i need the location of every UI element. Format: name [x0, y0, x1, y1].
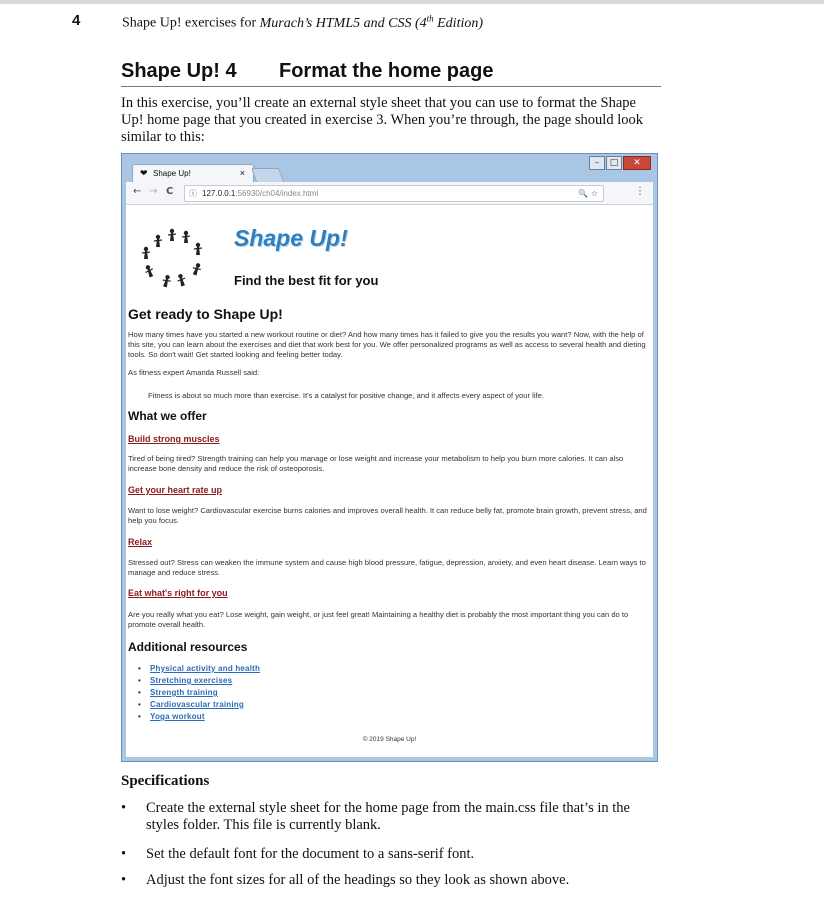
offer-heading-muscles[interactable]: Build strong muscles: [128, 434, 220, 444]
search-star-icon[interactable]: 🔍 ☆: [578, 189, 598, 198]
resources-heading: Additional resources: [128, 640, 248, 654]
resource-link[interactable]: Stretching exercises: [150, 676, 233, 685]
tagline: Find the best fit for you: [234, 273, 379, 288]
spec-item: • Create the external style sheet for the home page from the main.css file that’s in the styles folder. This file is currently blank.: [121, 800, 630, 833]
tab-title: Shape Up!: [153, 169, 191, 178]
resources-list: [136, 663, 260, 723]
list-item: • Yoga workout: [138, 712, 205, 721]
offer-text-muscles: Tired of being tired? Strength training can help you manage or lose weight and increase your metabolism to help you burn more calories. It can also increase bone density and reduce the risk of osteoporosis.: [128, 454, 624, 473]
resource-link[interactable]: Physical activity and health: [150, 664, 261, 673]
offer-text-eat: Are you really what you eat? Lose weight, gain weight, or just feel great! Maintaining a healthy diet is probably the most important thing you can do to promote overall health.: [128, 610, 629, 629]
offer-text-relax: Stressed out? Stress can weaken the immune system and cause high blood pressure, fatigue, depression, anxiety, and even heart disease. Learn ways to manage and reduce stress.: [128, 558, 646, 577]
window-controls: [589, 156, 651, 170]
minimize-button[interactable]: –: [589, 156, 605, 170]
heart-icon: ❤: [140, 168, 148, 178]
running-head-text: Shape Up! exercises for Murach’s HTML5 and CSS (4th Edition): [122, 13, 484, 31]
site-name: Shape Up!: [234, 225, 348, 251]
intro-paragraph: How many times have you started a new workout routine or diet? And how many times has it failed to give you the results you want? Now, with the help of this site, you can learn about the exercises and diet that work best for you. We offer personalized programs as well as access to several health and dieting tools. So don't wait! Get started looking and feeling better today.: [128, 330, 646, 359]
info-icon[interactable]: ⓘ: [189, 189, 197, 198]
resource-link[interactable]: Yoga workout: [150, 712, 205, 721]
offer-heading-heart[interactable]: Get your heart rate up: [128, 485, 223, 495]
running-head: [0, 12, 824, 34]
back-arrow-icon[interactable]: ←: [133, 186, 142, 197]
offer-heading-eat[interactable]: Eat what's right for you: [128, 588, 228, 598]
menu-icon[interactable]: ⋮: [635, 186, 645, 197]
list-item: • Strength training: [138, 688, 218, 697]
close-window-button[interactable]: ✕: [623, 156, 651, 170]
exercise-title: [121, 58, 661, 87]
resource-link[interactable]: Strength training: [150, 688, 218, 697]
url-text: 127.0.0.1:56930/ch04/index.html: [202, 189, 319, 198]
list-item: • Cardiovascular training: [138, 700, 244, 709]
specifications-heading: Specifications: [121, 773, 210, 789]
tab-close-icon[interactable]: ×: [239, 168, 245, 178]
list-item: • Stretching exercises: [138, 676, 233, 685]
browser-tab[interactable]: [132, 164, 254, 183]
reload-icon[interactable]: C: [166, 186, 174, 197]
list-item: • Physical activity and health: [138, 664, 261, 673]
page-viewport: [126, 205, 653, 757]
shape-up-logo: [138, 227, 218, 297]
spec-item: • Set the default font for the document to a sans-serif font.: [121, 846, 475, 862]
offer-text-heart: Want to lose weight? Cardiovascular exercise burns calories and improves overall health. It can reduce belly fat, promote brain growth, prevent stress, and help you focus.: [128, 506, 647, 525]
offer-heading: What we offer: [128, 409, 207, 423]
resource-link[interactable]: Cardiovascular training: [150, 700, 244, 709]
quote-intro: As fitness expert Amanda Russell said:: [128, 368, 260, 377]
offer-heading-relax[interactable]: Relax: [128, 537, 153, 547]
page-number: 4: [72, 12, 81, 29]
forward-arrow-icon[interactable]: →: [149, 186, 158, 197]
quote: Fitness is about so much more than exercise. It's a catalyst for positive change, and it affects every aspect of your life.: [148, 391, 544, 400]
exercise-title-text: Format the home page: [279, 60, 494, 82]
exercise-number: Shape Up! 4: [121, 60, 237, 82]
exercise-intro: In this exercise, you’ll create an external style sheet that you can use to format the Shape Up! home page that you created in exercise 3. When you’re through, the page should look similar to this:: [121, 95, 643, 145]
main-heading: Get ready to Shape Up!: [128, 306, 283, 322]
maximize-button[interactable]: □: [606, 156, 622, 170]
site-footer: © 2019 Shape Up!: [362, 736, 417, 743]
browser-window: [121, 153, 658, 762]
spec-item: • Adjust the font sizes for all of the headings so they look as shown above.: [121, 872, 570, 888]
top-edge: [0, 0, 824, 4]
browser-toolbar: [126, 182, 653, 205]
address-bar[interactable]: [184, 185, 604, 202]
